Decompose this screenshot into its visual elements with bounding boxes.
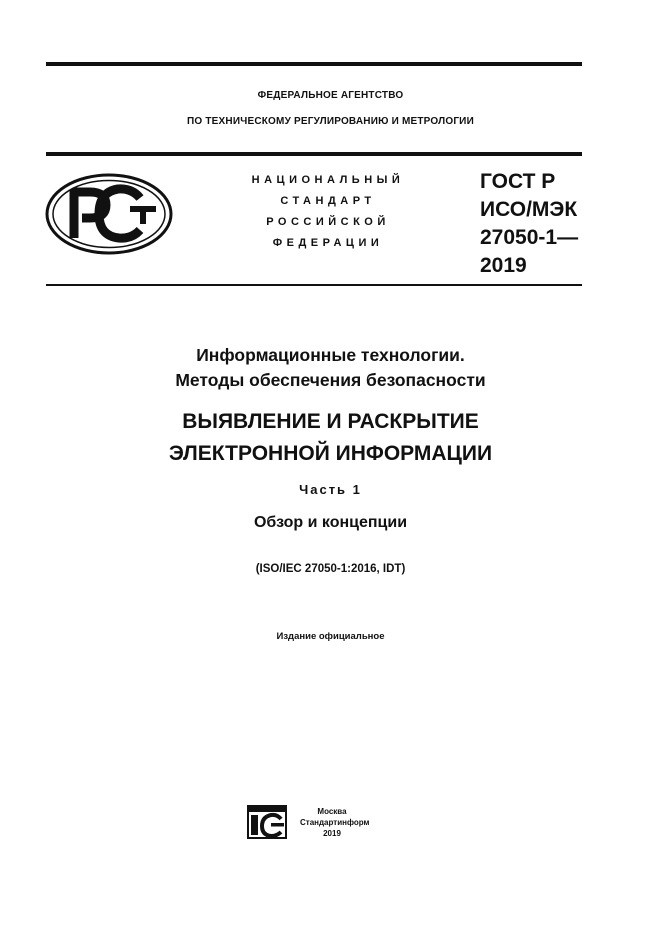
iso-reference: (ISO/IEC 27050-1:2016, IDT) bbox=[255, 563, 406, 575]
middle-rule bbox=[46, 152, 582, 156]
edition-note: Издание официальное bbox=[276, 631, 385, 642]
top-rule bbox=[46, 62, 582, 66]
standard-type-line-2: СТАНДАРТ bbox=[280, 195, 376, 207]
title-main bbox=[0, 406, 661, 470]
publisher-name: Стандартинформ bbox=[300, 818, 370, 827]
title-main-line-1: ВЫЯВЛЕНИЕ И РАСКРЫТИЕ bbox=[182, 410, 479, 433]
designation-line-3: 27050-1— bbox=[480, 226, 579, 249]
agency-line-2: ПО ТЕХНИЧЕСКОМУ РЕГУЛИРОВАНИЮ И МЕТРОЛОГИИ bbox=[187, 116, 474, 127]
standard-type-block bbox=[230, 170, 426, 254]
publisher-year: 2019 bbox=[323, 829, 341, 838]
designation-block bbox=[480, 168, 578, 280]
standard-type-line-3: РОССИЙСКОЙ bbox=[266, 216, 390, 228]
title-line-1: Информационные технологии. bbox=[196, 345, 465, 365]
standard-type-line-1: НАЦИОНАЛЬНЫЙ bbox=[251, 174, 405, 186]
standartinform-logo-icon bbox=[247, 805, 287, 839]
agency-line-1: ФЕДЕРАЛЬНОЕ АГЕНТСТВО bbox=[257, 90, 404, 101]
publisher-city: Москва bbox=[317, 807, 347, 816]
bottom-rule bbox=[46, 284, 582, 286]
subtitle: Обзор и концепции bbox=[253, 514, 408, 531]
designation-line-1: ГОСТ Р bbox=[480, 170, 556, 193]
rst-certification-logo-icon bbox=[44, 172, 174, 256]
part-number: Часть 1 bbox=[299, 482, 362, 497]
title-main-line-2: ЭЛЕКТРОННОЙ ИНФОРМАЦИИ bbox=[168, 442, 493, 465]
designation-line-2: ИСО/МЭК bbox=[480, 198, 578, 221]
title-line-2: Методы обеспечения безопасности bbox=[175, 370, 486, 390]
publisher-block bbox=[300, 806, 370, 839]
standard-type-line-4: ФЕДЕРАЦИИ bbox=[272, 237, 384, 249]
designation-line-4: 2019 bbox=[480, 254, 527, 277]
title-general bbox=[0, 343, 661, 393]
